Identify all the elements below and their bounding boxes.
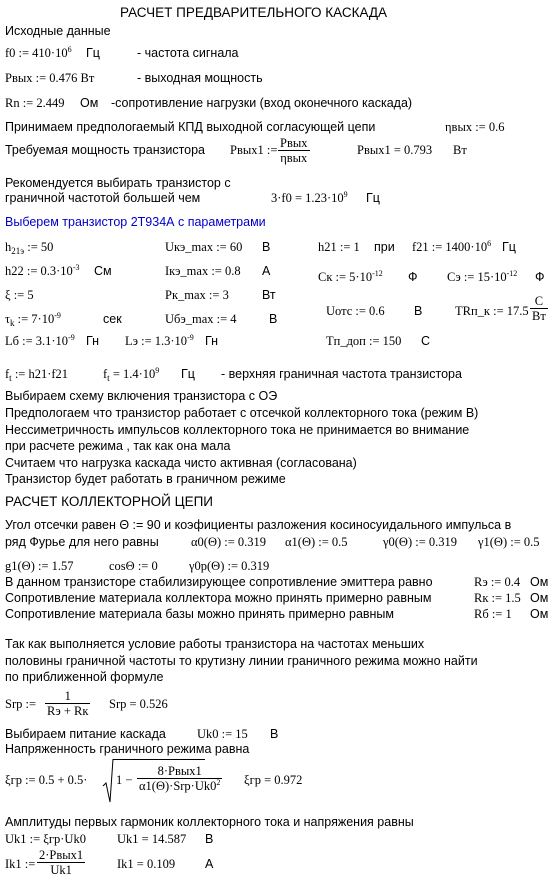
recommend-line1: Рекомендуется выбирать транзистор с <box>5 176 231 190</box>
trpk-expr: TRп_к := 17.5 <box>455 304 529 318</box>
srp-text: по приближенной формуле <box>5 670 164 684</box>
rb-unit: Ом <box>530 607 549 621</box>
f0-desc: - частота сигнала <box>137 46 239 60</box>
recommend-line2: граничной частотой большей чем <box>5 191 201 205</box>
rn-unit: Ом <box>80 96 99 110</box>
re-expr: Rэ := 0.4 <box>474 575 521 589</box>
note-line: Транзистор будет работать в граничном режиме <box>5 472 286 486</box>
gamma0p-expr: γ0p(Θ) := 0.319 <box>189 559 270 573</box>
gamma0-expr: γ0(Θ) := 0.319 <box>383 535 458 549</box>
rb-expr: Rб := 1 <box>474 607 512 621</box>
ikmax-expr: Iкэ_max := 0.8 <box>165 264 241 278</box>
uk1-expr: Uk1 := ξгр·Uk0 <box>5 832 86 846</box>
initial-data-heading: Исходные данные <box>5 24 111 38</box>
srp-result: Srp = 0.526 <box>109 697 168 711</box>
xi-expr: ξ := 5 <box>5 288 34 302</box>
f21-expr: f21 := $1400\cdot 10^6$ <box>412 239 492 254</box>
rn-expr: Rn := 2.449 <box>5 96 65 110</box>
rn-desc: -сопротивление нагрузки (вход оконечного каскада) <box>111 96 413 110</box>
h21-kw: при <box>374 240 395 254</box>
note-line: при расчете режима , так как она мала <box>5 439 231 453</box>
ck-expr: Cк := $5\cdot 10^{-12}$ <box>318 269 383 284</box>
rk-unit: Ом <box>530 591 549 605</box>
srp-lhs: Srp := <box>5 697 37 711</box>
note-line: Нессиметричность импульсов коллекторного тока не принимается во внимание <box>5 423 470 437</box>
costheta-expr: cosΘ := 0 <box>109 559 158 573</box>
h22-unit: См <box>94 264 112 278</box>
rb-text: Сопротивление материала базы можно принять примерно равным <box>5 607 395 621</box>
re-text: В данном транзисторе стабилизирующее сопротивление эмиттера равно <box>5 575 433 589</box>
ampl-text: Амплитуды первых гармоник коллекторного тока и напряжения равны <box>5 815 414 829</box>
kpd-text: Принимаем предпологаемый КПД выходной согласующей цепи <box>5 120 376 134</box>
uk1-result: Uk1 = 14.587 <box>117 832 187 846</box>
alpha0-expr: α0(Θ) := 0.319 <box>191 535 267 549</box>
f0-expr: f0 := $410\cdot 10^6$ <box>5 45 72 60</box>
ce-unit: Ф <box>535 270 545 284</box>
xigr-result: ξгр = 0.972 <box>244 773 303 787</box>
srp-text: Так как выполняется условие работы транзистора на частотах меньших <box>5 637 425 651</box>
h21-expr: h21 := 1 <box>318 240 360 254</box>
ubemax-expr: Uбэ_max := 4 <box>165 312 237 326</box>
srp-fraction: 1 Rэ + Rк <box>47 689 89 718</box>
tauk-unit: сек <box>103 312 122 326</box>
ukemax-expr: Uкэ_max := 60 <box>165 240 243 254</box>
choose-transistor: Выберем транзистор 2Т934А с параметрами <box>5 215 266 229</box>
h21e-expr: $h_{21э}$ := 50 <box>5 240 54 256</box>
tpdop-expr: Tп_доп := 150 <box>326 334 402 348</box>
lb-unit: Гн <box>86 334 99 348</box>
ft-result: $f_t = 1.4\cdot 10^9$ <box>103 366 160 383</box>
pvyh1-fraction: Pвых ηвых <box>280 136 308 165</box>
kpd-expr: ηвых := 0.6 <box>445 120 505 134</box>
angle-line1: Угол отсечки равен Θ := 90 и коэфициенты разложения косиносуидального импульса в <box>5 518 512 532</box>
uots-expr: Uотс := 0.6 <box>326 304 385 318</box>
pvyh1-text: Требуемая мощность транзистора <box>5 143 206 157</box>
ukemax-unit: В <box>262 240 271 254</box>
ce-expr: Cэ := $15\cdot 10^{-12}$ <box>447 269 518 284</box>
ft-desc: - верхняя граничная частота транзистора <box>221 367 462 381</box>
ik1-lhs: Ik1 := <box>5 857 36 871</box>
pkmax-unit: Вт <box>262 288 276 302</box>
ikmax-unit: А <box>262 264 271 278</box>
pvyh1-result: Pвых1 = 0.793 <box>357 143 433 157</box>
uk1-unit: В <box>205 832 214 846</box>
alpha1-expr: α1(Θ) := 0.5 <box>285 535 348 549</box>
collector-heading: РАСЧЕТ КОЛЛЕКТОРНОЙ ЦЕПИ <box>5 494 214 509</box>
page-title: РАСЧЕТ ПРЕДВАРИТЕЛЬНОГО КАСКАДА <box>120 5 388 20</box>
trpk-unit-fraction: C Вт <box>532 294 546 323</box>
recommend-expr: $3\cdot f0 = 1.23\cdot 10^9$ <box>271 190 348 205</box>
note-line: Выбираем схему включения транзистора с ОЭ <box>5 389 278 403</box>
f21-unit: Гц <box>502 240 516 254</box>
ck-unit: Ф <box>408 270 418 284</box>
le-unit: Гн <box>205 334 218 348</box>
pvyh1-unit: Вт <box>453 143 467 157</box>
rk-text: Сопротивление материала коллектора можно принять примерно равным <box>5 591 432 605</box>
le-expr: Lэ := $1.3\cdot 10^{-9}$ <box>125 333 194 348</box>
rk-expr: Rк := 1.5 <box>474 591 521 605</box>
uk0-text: Выбираем питание каскада <box>5 727 166 741</box>
xigr-fraction: 8·Pвых1 $\alpha 1(\Theta)\cdot Srp\cdot Uk0^2$ <box>139 764 221 793</box>
srp-text: половины граничной частоты то крутизну линии граничного режима можно найти <box>5 654 478 668</box>
angle-line2: ряд Фурье для него равны <box>5 535 159 549</box>
sqrt-bar <box>113 759 205 760</box>
xigr-inner: 1 − <box>116 773 133 787</box>
ik1-result: Ik1 = 0.109 <box>117 857 176 871</box>
note-line: Предпологаем что транзистор работает с отсечкой коллекторного тока (режим В) <box>5 406 479 420</box>
pvyh1-lhs: Pвых1 := <box>230 143 278 157</box>
tauk-expr: $\tau_k$ := $7\cdot 10^{-9}$ <box>5 311 61 328</box>
lb-expr: Lб := $3.1\cdot 10^{-9}$ <box>5 333 75 348</box>
ft-unit: Гц <box>181 367 195 381</box>
tpdop-unit: C <box>421 334 431 348</box>
pkmax-expr: Pк_max := 3 <box>165 288 229 302</box>
uk0-unit: В <box>270 727 279 741</box>
sqrt-radical <box>102 758 114 804</box>
ft-expr: $f_t$ := h21·f21 <box>5 367 69 383</box>
re-unit: Ом <box>530 575 549 589</box>
uots-unit: В <box>414 304 423 318</box>
pvyh-expr: Pвых := 0.476 Вт <box>5 71 95 85</box>
gamma1-expr: γ1(Θ) := 0.5 <box>478 535 540 549</box>
g1-expr: g1(Θ) := 1.57 <box>5 559 74 573</box>
note-line: Считаем что нагрузка каскада чисто активная (согласована) <box>5 456 357 470</box>
xigr-text: Напряженность граничного режима равна <box>5 742 250 756</box>
pvyh-desc: - выходная мощность <box>137 71 263 85</box>
ubemax-unit: В <box>269 312 278 326</box>
xigr-lhs: ξгр := 0.5 + 0.5· <box>5 773 88 787</box>
recommend-unit: Гц <box>366 191 380 205</box>
ik1-unit: А <box>205 857 214 871</box>
h22-expr: h22 := $0.3\cdot 10^{-3}$ <box>5 263 80 278</box>
uk0-expr: Uk0 := 15 <box>197 727 248 741</box>
ik1-fraction: 2·Pвых1 Uk1 <box>39 848 84 877</box>
f0-unit: Гц <box>86 46 100 60</box>
